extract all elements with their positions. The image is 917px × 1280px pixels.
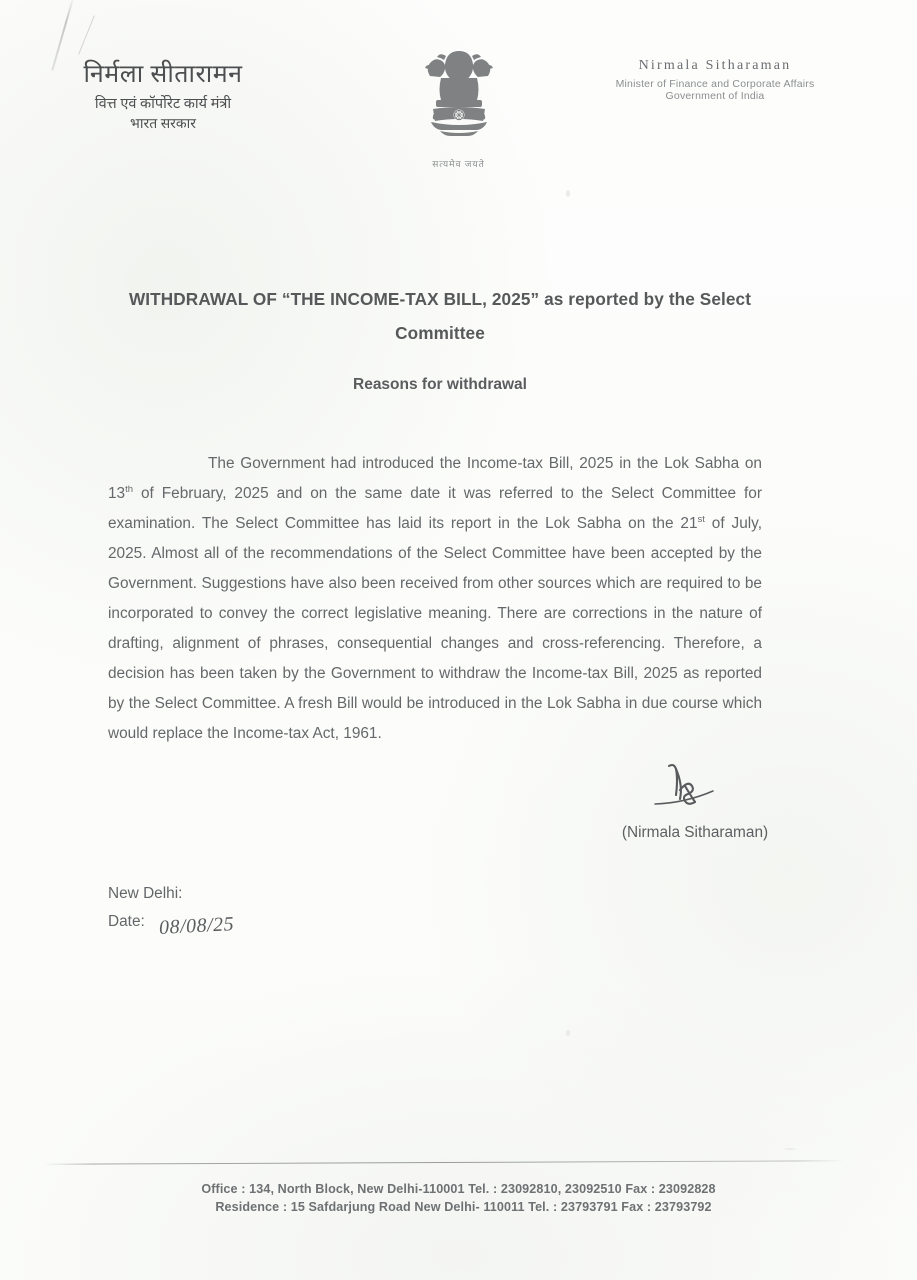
footer-residence-line: Residence : 15 Safdarjung Road New Delhi- 110011 Tel. : 23793791 Fax : 23793792	[215, 1200, 712, 1214]
government-hindi: भारत सरकार	[130, 116, 196, 132]
minister-designation-english: Minister of Finance and Corporate Affairs	[615, 78, 815, 90]
signature-block	[560, 762, 830, 842]
body-part-1: The Government had introduced the Income-tax Bill, 2025 in the Lok Sabha on 13	[108, 455, 762, 503]
body-part-2: of February, 2025 and on the same date it was referred to the Select Committee for examination. The Select Committee has laid its report in the Lok Sabha on the 21	[108, 485, 762, 533]
footer-office-line: Office : 134, North Block, New Delhi-110001 Tel. : 23092810, 23092510 Fax : 23092828	[201, 1182, 716, 1196]
footer-divider	[44, 1160, 844, 1164]
minister-designation-hindi: वित्त एवं कॉर्पोरेट कार्य मंत्री	[94, 95, 232, 112]
body-paragraph	[108, 449, 762, 749]
ordinal-suffix-13: th	[125, 484, 134, 496]
minister-name-english: Nirmala Sitharaman	[638, 58, 792, 73]
date-value-handwritten: 08/08/25	[158, 913, 235, 939]
place-row	[108, 880, 234, 908]
footer	[0, 1180, 917, 1216]
letterhead-english-block	[565, 58, 865, 102]
scan-speckle	[566, 190, 570, 197]
scan-speckle	[566, 1030, 570, 1036]
scan-speckle	[784, 1148, 796, 1150]
handwritten-signature-icon	[560, 762, 830, 824]
emblem-block	[399, 46, 519, 170]
place-label: New Delhi:	[108, 885, 183, 902]
date-row	[108, 908, 235, 939]
ordinal-suffix-21: st	[697, 514, 705, 526]
body-part-3: of July, 2025. Almost all of the recommendations of the Select Committee have been accepted by the Government. Suggestions have also been received from other sources which are required to be incorporated to convey the correct legislative meaning. There are corrections in the nature of drafting, alignment of phrases, consequential changes and cross-referencing. Therefore, a decision has been taken by the Government to withdraw the Income-tax Bill, 2025 as reported by the Select Committee. A fresh Bill would be introduced in the Lok Sabha in due course which would replace the Income-tax Act, 1961.	[108, 515, 762, 743]
letterhead	[0, 0, 917, 190]
signatory-name: (Nirmala Sitharaman)	[621, 824, 769, 841]
state-emblem-icon	[416, 46, 502, 150]
place-date-block	[108, 880, 235, 939]
minister-name-hindi: निर्मला सीतारामन	[83, 61, 243, 88]
letterhead-hindi-block	[18, 58, 308, 134]
government-english: Government of India	[665, 90, 765, 102]
date-label: Date:	[108, 913, 145, 930]
document-title: WITHDRAWAL OF “THE INCOME-TAX BILL, 2025” as reported by the Select Committee	[128, 289, 752, 343]
document-subtitle: Reasons for withdrawal	[353, 376, 527, 393]
emblem-motto: सत्यमेव जयते	[432, 159, 485, 169]
